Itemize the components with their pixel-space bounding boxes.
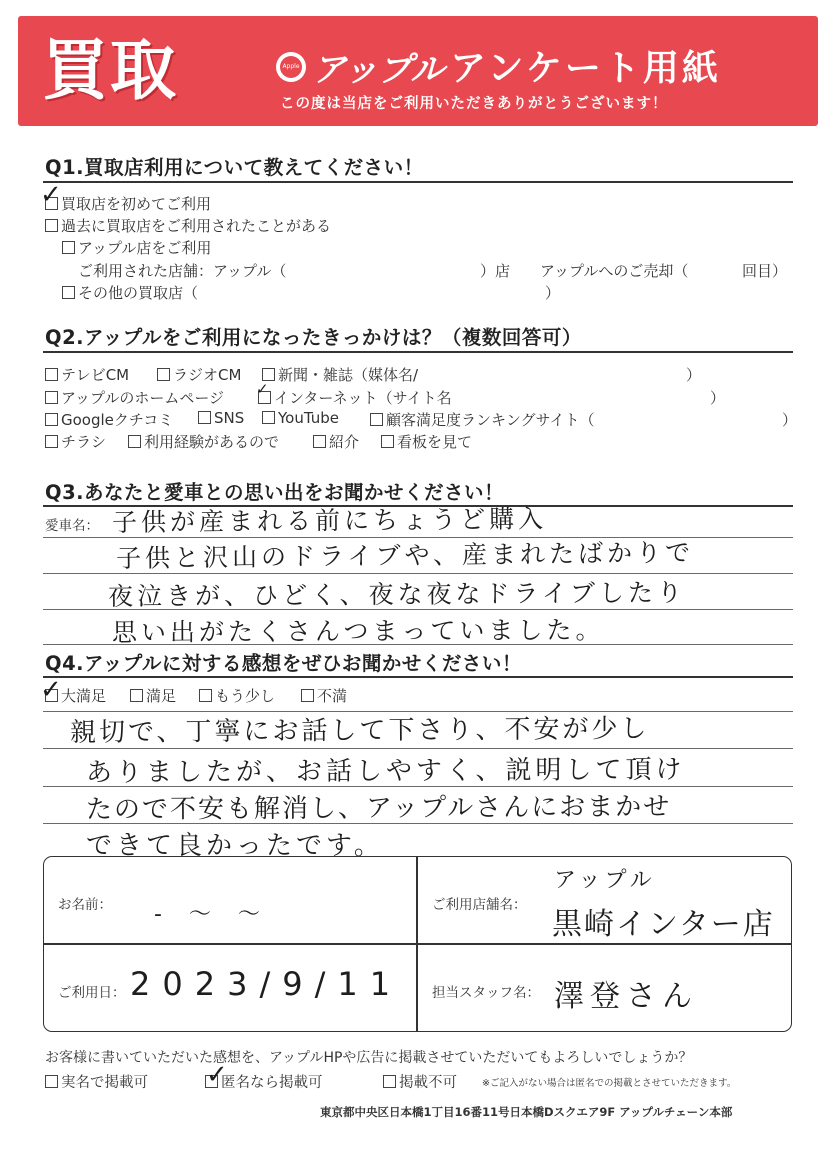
brand-name: アップル [312, 50, 445, 90]
rating-so-so[interactable]: もう少し [199, 685, 275, 706]
q2-opt-homepage[interactable]: アップルのホームページ [45, 387, 224, 408]
car-name-label: 愛車名： [45, 518, 99, 534]
q1-option-apple[interactable]: アップル店をご利用 [62, 237, 211, 258]
checkbox[interactable] [62, 286, 75, 299]
checkmark-icon: ✓ [256, 380, 269, 398]
q2-row3-close: ） [782, 411, 798, 429]
checkbox[interactable] [45, 219, 58, 232]
checkbox[interactable] [370, 413, 383, 426]
q2-opt-experience[interactable]: 利用経験があるので [128, 431, 279, 452]
apple-logo-icon [276, 52, 306, 82]
checkbox[interactable] [198, 411, 211, 424]
q2-row2-close: ） [710, 389, 726, 407]
checkbox[interactable] [262, 411, 275, 424]
checkbox[interactable] [128, 435, 141, 448]
q3-heading: Q3.あなたと愛車との思い出をお聞かせください！ [45, 481, 505, 504]
q1-heading: Q1.買取店利用について教えてください！ [45, 156, 424, 179]
checkbox[interactable] [45, 368, 58, 381]
q4-handwritten-line-1: 親切で、丁寧にお話して下さり、不安が少し [69, 713, 650, 748]
q2-opt-ranking[interactable]: 顧客満足度ランキングサイト（ [370, 409, 595, 430]
name-label: お名前： [58, 897, 112, 913]
date-label: ご利用日： [58, 985, 126, 1001]
used-store-label: ご利用された店舗：アップル（ [78, 262, 287, 280]
q2-opt-radio[interactable]: ラジオCM [157, 364, 241, 385]
checkbox[interactable] [45, 435, 58, 448]
used-store-suffix: ）店 [480, 262, 511, 280]
q2-opt-flyer[interactable]: チラシ [45, 431, 106, 452]
footer-address: 東京都中央区日本橋1丁目16番11号日本橋Dスクエア9F アップルチェーン本部 [320, 1105, 733, 1119]
q2-divider [43, 351, 793, 353]
checkbox[interactable] [313, 435, 326, 448]
header-banner [18, 16, 818, 126]
staff-name-value[interactable]: 澤登さん [554, 979, 698, 1014]
store-name-value-1[interactable]: アップル [554, 868, 656, 893]
q2-opt-youtube[interactable]: YouTube [262, 409, 339, 427]
q4-handwritten-line-4: できて良かったです。 [86, 831, 384, 861]
sale-count-label: アップルへのご売却（ [540, 262, 689, 280]
consent-real-name[interactable]: 実名で掲載可 [45, 1071, 148, 1092]
q2-opt-signboard[interactable]: 看板を見て [381, 431, 472, 452]
consent-no[interactable]: 掲載不可 [383, 1071, 457, 1092]
q1-other-close: ） [545, 284, 561, 302]
customer-info-box [43, 856, 792, 1032]
q2-opt-tv[interactable]: テレビCM [45, 364, 129, 385]
q3-handwritten-line-2: 子供と沢山のドライブや、産まれたばかりで [115, 537, 695, 573]
q1-option-other[interactable]: その他の買取店（ [62, 282, 198, 303]
checkbox[interactable] [45, 1075, 58, 1088]
q4-divider [43, 676, 793, 678]
consent-question: お客様に書いていただいた感想を、アップルHPや広告に掲載させていただいてもよろしいでしょうか？ [45, 1050, 693, 1066]
checkbox[interactable] [199, 689, 212, 702]
checkbox[interactable] [45, 391, 58, 404]
checkbox[interactable] [301, 689, 314, 702]
q1-option-past[interactable]: 過去に買取店をご利用されたことがある [45, 215, 331, 236]
q2-opt-google[interactable]: Googleクチコミ [45, 409, 173, 430]
q2-opt-sns[interactable]: SNS [198, 409, 244, 427]
store-name-value-2[interactable]: 黒崎インター店 [552, 907, 775, 942]
q2-opt-newspaper[interactable]: 新聞・雑誌（媒体名/ [262, 364, 418, 385]
staff-name-label: 担当スタッフ名： [432, 985, 540, 1001]
q4-handwritten-line-2: ありましたが、お話しやすく、説明して頂け [85, 754, 686, 788]
date-value[interactable]: 2023/9/11 [130, 965, 403, 1003]
checkbox[interactable] [381, 435, 394, 448]
info-divider-horizontal [44, 943, 791, 945]
q3-handwritten-line-3: 夜泣きが、ひどく、夜な夜なドライブしたり [107, 577, 687, 611]
q4-handwritten-line-3: たので不安も解消し、アップルさんにおまかせ [85, 791, 672, 825]
q1-option-first[interactable]: 買取店を初めてご利用 [45, 193, 211, 214]
consent-anonymous[interactable]: 匿名なら掲載可 [205, 1071, 323, 1092]
page-title: アンケート用紙 [450, 48, 721, 89]
checkbox[interactable] [45, 413, 58, 426]
checkbox[interactable] [130, 689, 143, 702]
checkmark-icon: ✓ [40, 675, 62, 705]
checkmark-icon: ✓ [206, 1060, 228, 1090]
q4-heading: Q4.アップルに対する感想をぜひお聞かせください！ [45, 652, 522, 675]
q2-heading: Q2.アップルをご利用になったきっかけは？（複数回答可） [45, 326, 582, 349]
checkbox[interactable] [62, 241, 75, 254]
store-name-label: ご利用店舗名： [432, 897, 527, 913]
sale-count-suffix: 回目） [742, 262, 788, 280]
q3-handwritten-line-1: 子供が産まれる前にちょうど購入 [111, 504, 548, 537]
consent-note: ※ご記入がない場合は匿名での掲載とさせていただきます。 [482, 1078, 737, 1089]
q2-row1-close: ） [686, 366, 702, 384]
rating-very-satisfied[interactable]: 大満足 [45, 685, 106, 706]
checkmark-icon: ✓ [40, 180, 62, 210]
logo-badge-text: Apple [280, 56, 302, 78]
page-subtitle: この度は当店をご利用いただきありがとうございます！ [280, 96, 668, 112]
checkbox[interactable] [157, 368, 170, 381]
checkbox[interactable] [383, 1075, 396, 1088]
q2-opt-internet[interactable]: インターネット（サイト名 [258, 387, 452, 408]
rating-unsatisfied[interactable]: 不満 [301, 685, 347, 706]
q3-handwritten-line-4: 思い出がたくさんつまっていました。 [111, 615, 605, 647]
q1-divider [43, 181, 793, 183]
name-value[interactable]: - 〜 〜 [154, 902, 270, 927]
q2-opt-referral[interactable]: 紹介 [313, 431, 359, 452]
kaitori-logo: 買取 [42, 32, 178, 109]
rating-satisfied[interactable]: 満足 [130, 685, 176, 706]
